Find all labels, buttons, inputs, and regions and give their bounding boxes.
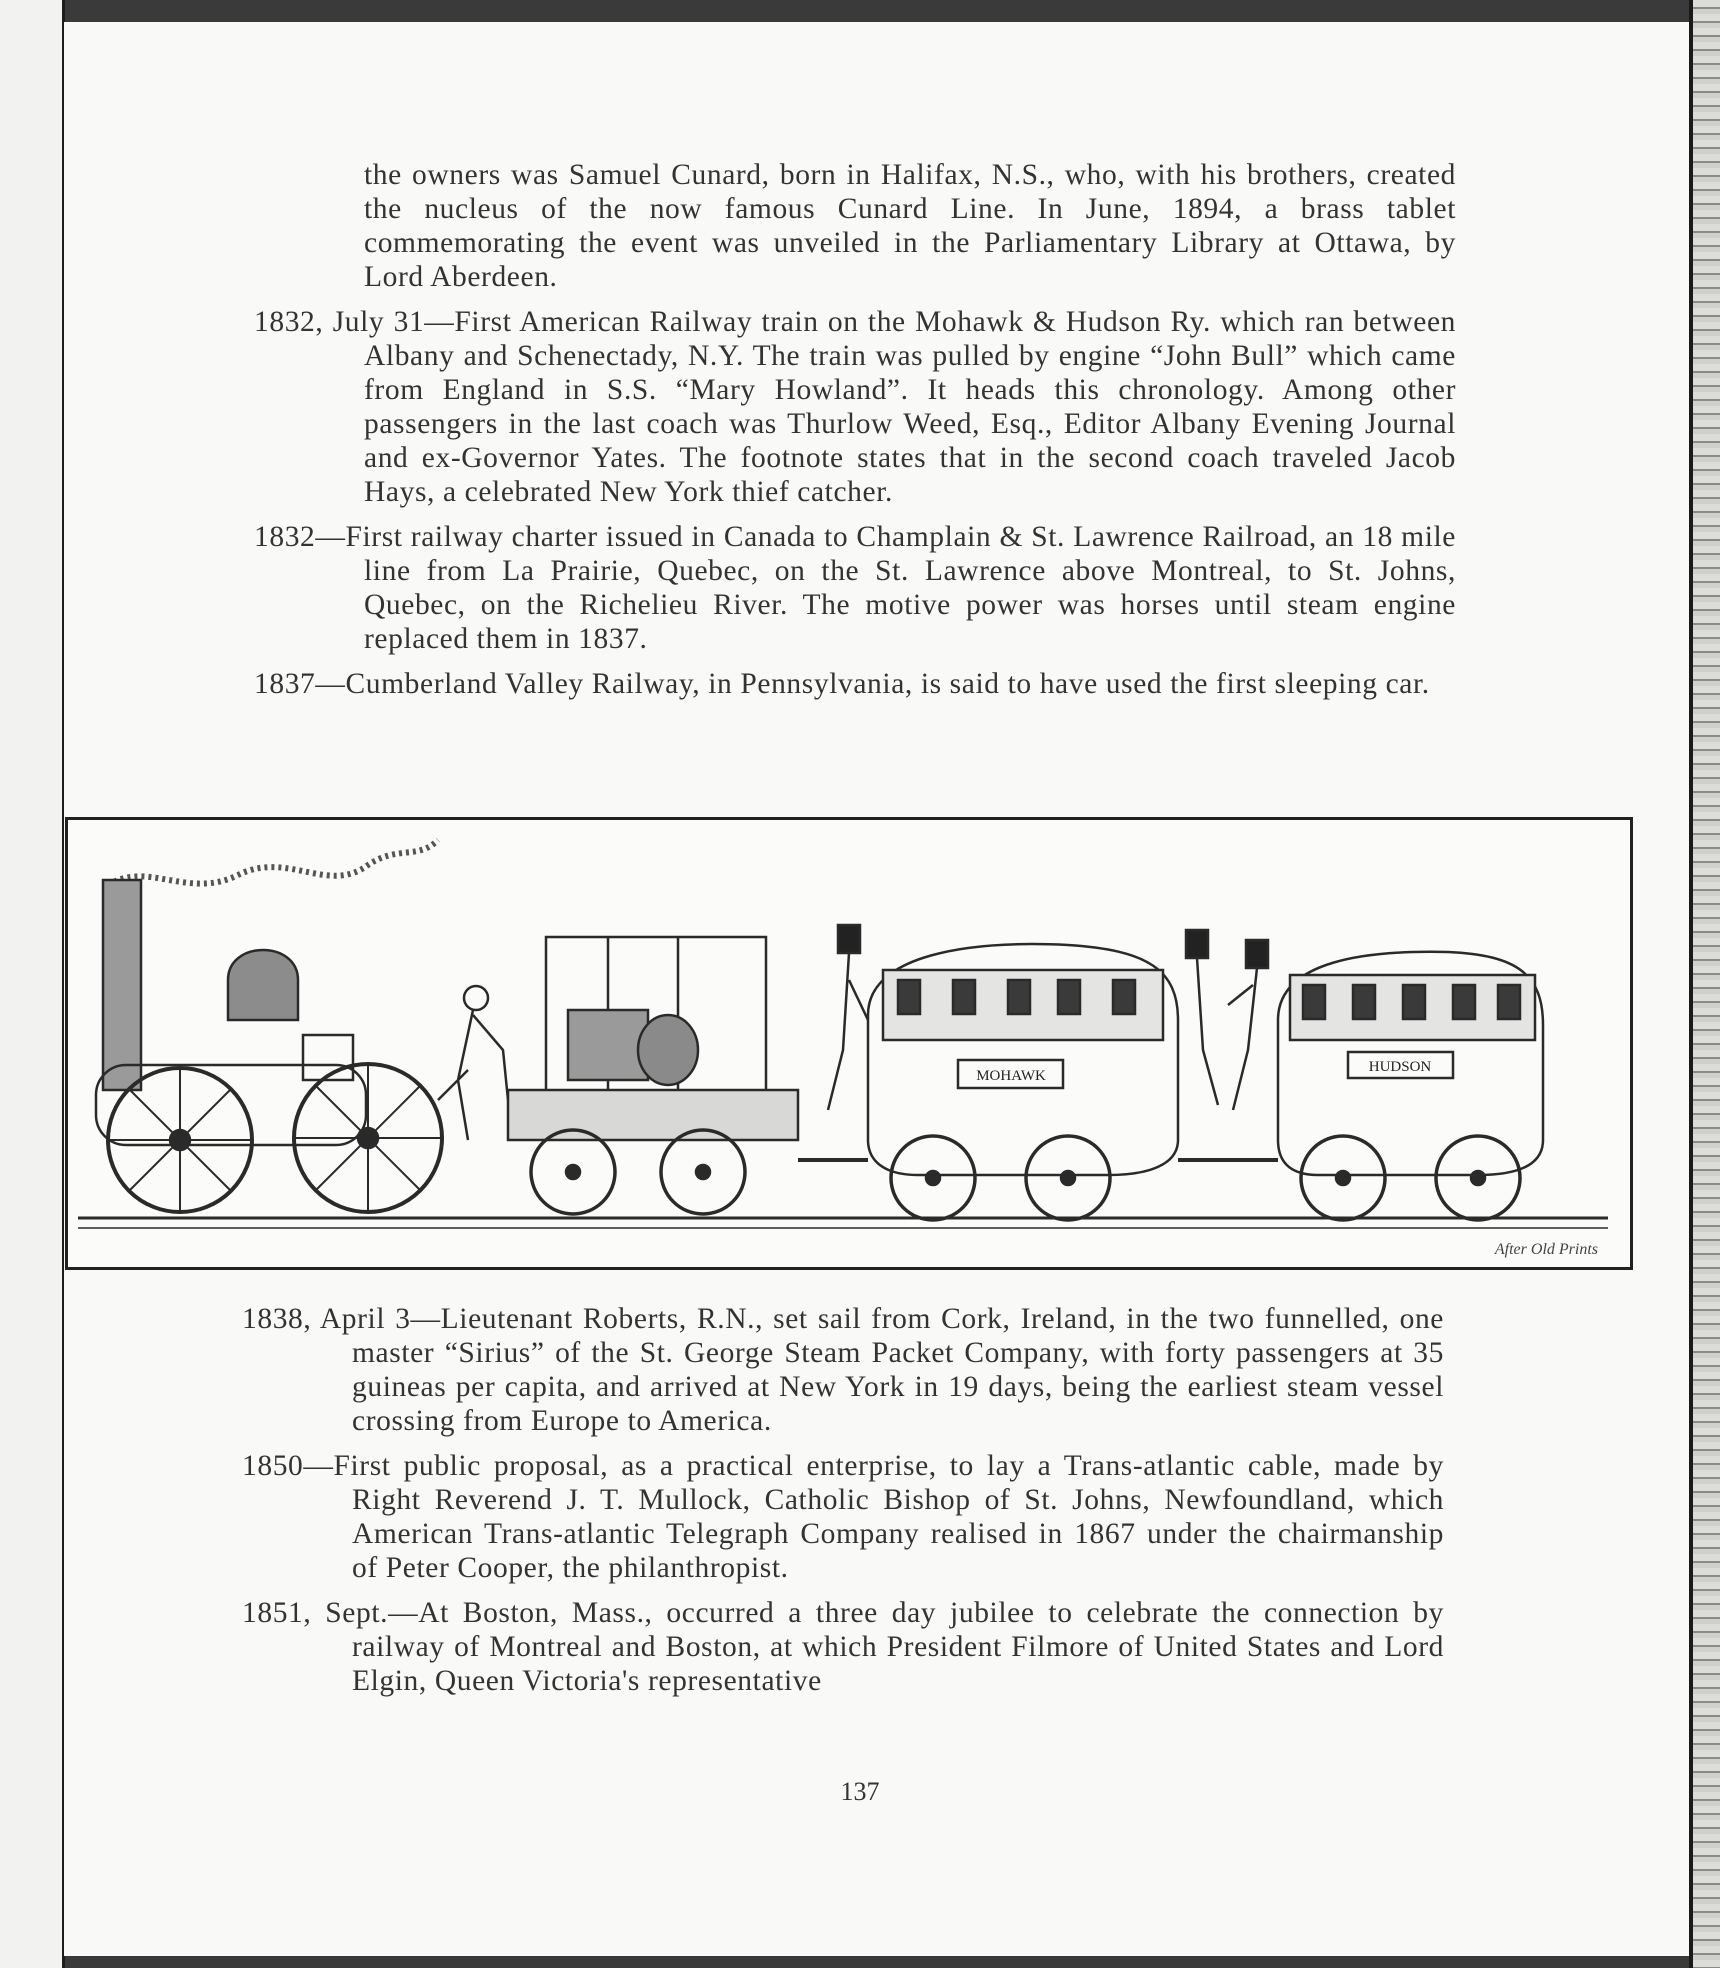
chronology-entry xyxy=(242,1596,1444,1698)
page-stack-edge xyxy=(1689,0,1720,1968)
entry-text: At Boston, Mass., occurred a three day jubilee to celebrate the connection by railway of Montreal and Boston, at which President Filmore of United States and Lord Elgin, Queen Victoria's representative xyxy=(352,1597,1444,1697)
entry-date: 1851, Sept.— xyxy=(242,1597,419,1629)
chronology-entry xyxy=(254,520,1456,656)
entry-text: First public proposal, as a practical enterprise, to lay a Trans-atlantic cable, made by Right Reverend J. T. Mullock, Catholic Bishop of St. Johns, Newfoundland, which American Trans-atlantic Telegraph Company realised in 1867 under the chairmanship of Peter Cooper, the philanthropist. xyxy=(333,1450,1444,1584)
page-number: 137 xyxy=(840,1777,880,1806)
entry-text: First American Railway train on the Mohawk & Hudson Ry. which ran between Albany and Schenectady, N.Y. The train was pulled by engine “John Bull” which came from England in S.S. “Mary Howland”. It heads this chronology. Among other passengers in the last coach was Thurlow Weed, Esq., Editor Albany Evening Journal and ex-Governor Yates. The footnote states that in the second coach traveled Jacob Hays, a celebrated New York thief catcher. xyxy=(364,306,1457,508)
coach-sign-hudson: HUDSON xyxy=(1368,1059,1432,1075)
entry-date: 1832— xyxy=(254,521,346,553)
chronology-entry xyxy=(254,305,1456,509)
chronology-entry xyxy=(254,667,1456,701)
entry-date: 1832, July 31— xyxy=(254,306,455,338)
early-train-engraving-icon xyxy=(68,820,1630,1267)
entry-text: Lieutenant Roberts, R.N., set sail from Cork, Ireland, in the two funnelled, one master “Sirius” of the St. George Steam Packet Company, with forty passengers at 35 guineas per capita, and arrived at New York in 19 days, being the earliest steam vessel crossing from Europe to America. xyxy=(352,1303,1444,1437)
illustration-credit: After Old Prints xyxy=(1494,1241,1598,1258)
entry-date: 1837— xyxy=(254,668,346,700)
train-illustration xyxy=(65,817,1633,1270)
chronology-entry xyxy=(242,1449,1444,1585)
entry-text: Cumberland Valley Railway, in Pennsylvania, is said to have used the first sleeping car. xyxy=(345,668,1430,700)
entry-date: 1838, April 3— xyxy=(242,1303,441,1335)
coach-sign-mohawk: MOHAWK xyxy=(976,1068,1046,1084)
entry-text: First railway charter issued in Canada to Champlain & St. Lawrence Railroad, an 18 mile line from La Prairie, Quebec, on the St. Lawrence above Montreal, to St. Johns, Quebec, on the Richelieu River. The motive power was horses until steam engine replaced them in 1837. xyxy=(345,521,1456,655)
entry-date: 1850— xyxy=(242,1450,334,1482)
continuation-paragraph: the owners was Samuel Cunard, born in Halifax, N.S., who, with his brothers, created the nucleus of the now famous Cunard Line. In June, 1894, a brass tablet commemorating the event was unveiled in the Parliamentary Library at Ottawa, by Lord Aberdeen. xyxy=(364,159,1456,293)
text-block-top xyxy=(254,158,1456,712)
chronology-entry xyxy=(242,1302,1444,1438)
left-page-edge xyxy=(0,0,65,1968)
text-block-bottom xyxy=(242,1302,1444,1709)
